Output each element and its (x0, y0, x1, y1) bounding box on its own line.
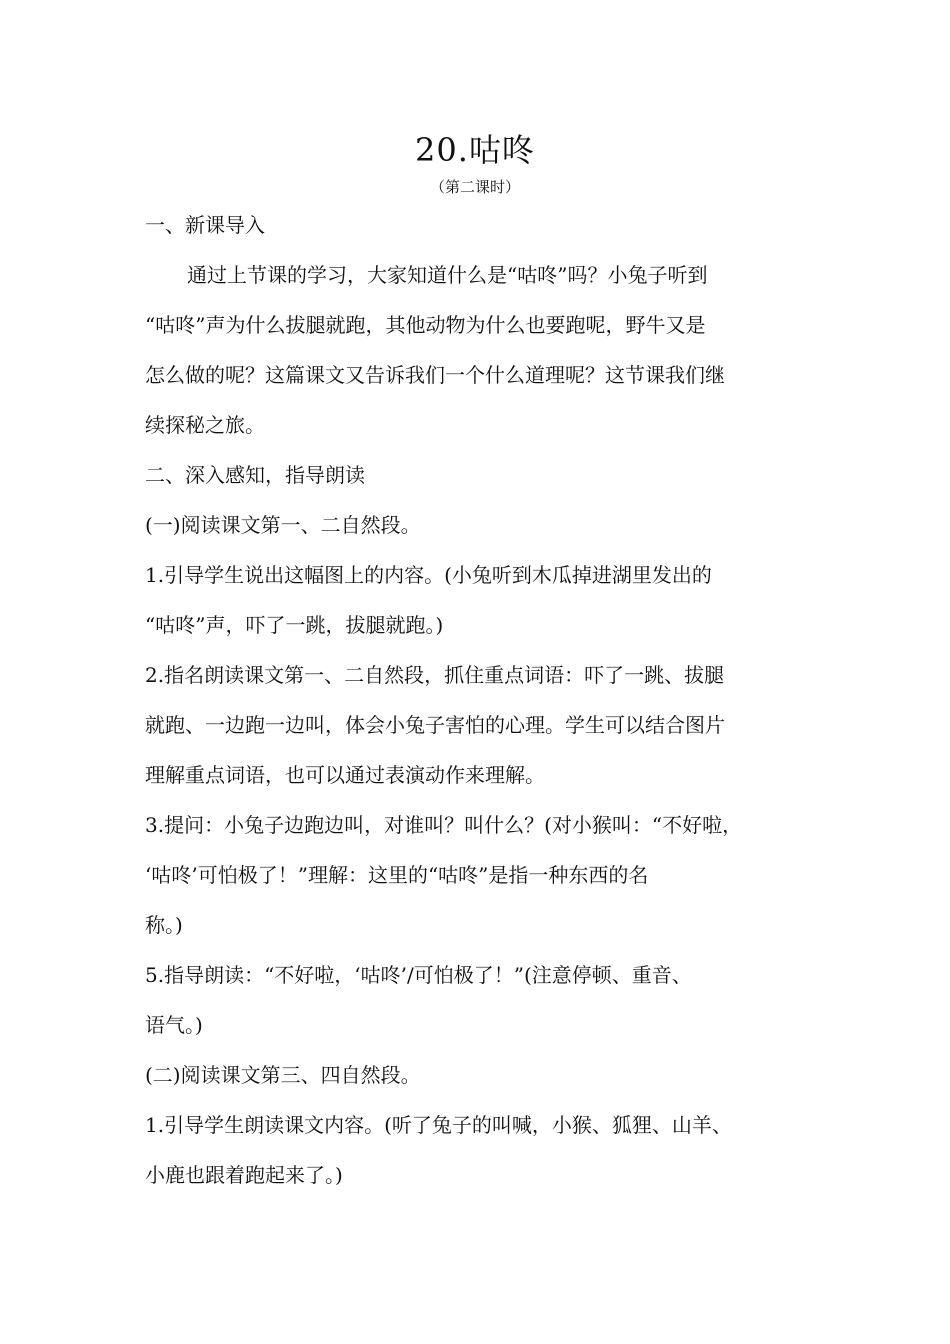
text-line: 续探秘之旅。 (145, 413, 265, 437)
text-line: 小鹿也跟着跑起来了。) (145, 1163, 343, 1187)
text-line: 一、新课导入 (145, 213, 265, 237)
text-line: 2.指名朗读课文第一、二自然段，抓住重点词语：吓了一跳、拔腿 (145, 663, 725, 687)
text-line: “咕咚”声，吓了一跳，拔腿就跑。) (145, 613, 444, 637)
text-line: 理解重点词语，也可以通过表演动作来理解。 (145, 763, 545, 787)
text-line: 5.指导朗读：“不好啦，‘咕咚’/可怕极了！”(注意停顿、重音、 (145, 963, 692, 987)
text-line: “咕咚”声为什么拔腿就跑，其他动物为什么也要跑呢，野牛又是 (145, 313, 706, 337)
text-line: 怎么做的呢？这篇课文又告诉我们一个什么道理呢？这节课我们继 (145, 363, 725, 387)
text-line: 二、深入感知，指导朗读 (145, 463, 365, 487)
text-line: 1.引导学生说出这幅图上的内容。(小兔听到木瓜掉进湖里发出的 (145, 563, 712, 587)
text-line: 称。) (145, 913, 183, 937)
text-line: (一)阅读课文第一、二自然段。 (145, 513, 421, 537)
text-line: 语气。) (145, 1013, 203, 1037)
text-line: (二)阅读课文第三、四自然段。 (145, 1063, 421, 1087)
document-body (145, 200, 835, 1200)
text-line: 1.引导学生朗读课文内容。(听了兔子的叫喊，小猴、狐狸、山羊、 (145, 1113, 732, 1137)
text-line: 通过上节课的学习，大家知道什么是“咕咚”吗？小兔子听到 (187, 263, 708, 287)
document-subtitle: （第二课时） (429, 178, 520, 196)
text-line: 就跑、一边跑一边叫，体会小兔子害怕的心理。学生可以结合图片 (145, 713, 725, 737)
document-title: 20.咕咚 (415, 131, 535, 169)
text-line: 3.提问：小兔子边跑边叫，对谁叫？叫什么？(对小猴叫：“不好啦， (145, 813, 743, 837)
text-line: ‘咕咚’可怕极了！”理解：这里的“咕咚”是指一种东西的名 (145, 863, 649, 887)
